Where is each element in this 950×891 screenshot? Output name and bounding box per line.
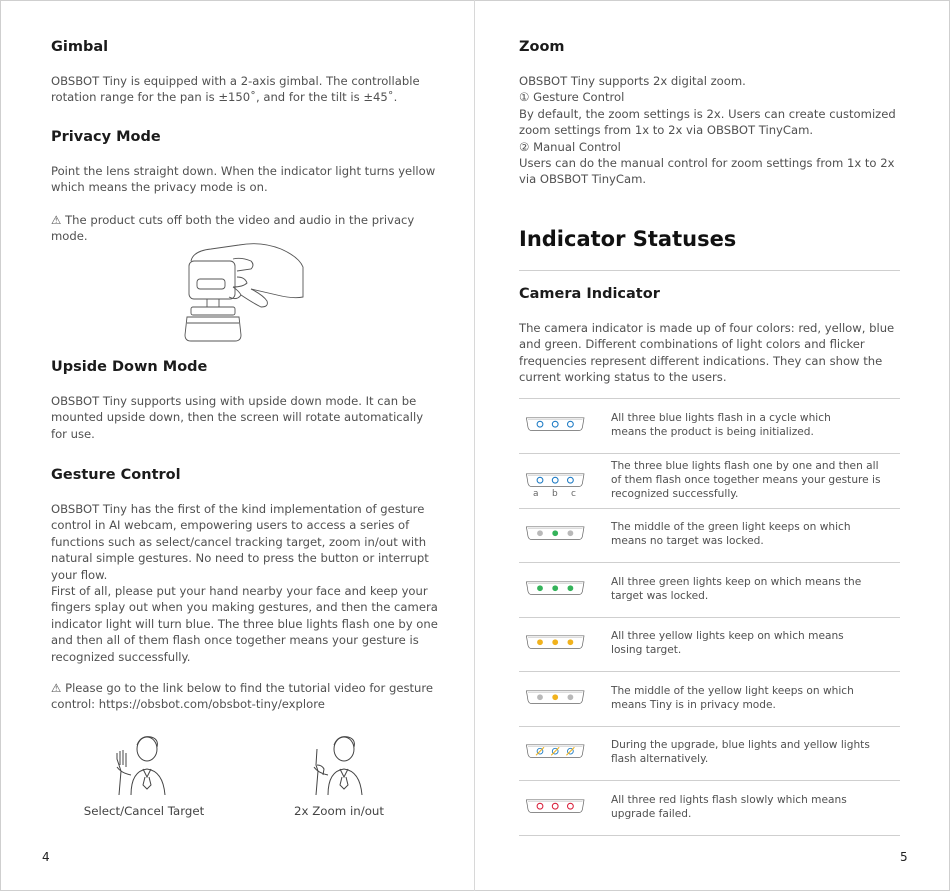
text-line: Point the lens straight down. When the indicator light turns yellow	[51, 164, 436, 178]
light-label-b: b	[552, 489, 558, 499]
caption-select-cancel: Select/Cancel Target	[83, 804, 205, 818]
text-line: and green. Different combinations of light colors and flicker	[519, 337, 865, 352]
indicator-light-yellow	[552, 639, 558, 645]
text-line: frequencies represent different indications. They can show the	[519, 353, 883, 368]
text-line: control in AI webcam, empowering users to access a series of	[51, 518, 410, 533]
indicator-light-yellow	[552, 694, 558, 700]
indicator-row	[519, 780, 900, 835]
text-line: losing target.	[611, 644, 682, 657]
text-line: OBSBOT Tiny supports using with upside down mode. It can be	[51, 394, 417, 408]
camera-light-bar	[519, 417, 593, 433]
warning-icon: ⚠	[51, 681, 62, 695]
text-line: your flow.	[51, 567, 108, 582]
privacy-body	[51, 163, 435, 196]
page-number-right: 5	[900, 850, 908, 864]
text-line: The camera indicator is made up of four colors: red, yellow, blue	[519, 321, 895, 335]
text-line: functions such as select/cancel tracking target, zoom in/out with	[51, 534, 427, 549]
text-line: for use.	[51, 426, 95, 441]
gesture-body	[51, 501, 438, 665]
indicator-description	[611, 459, 881, 502]
camera-light-bar	[519, 473, 593, 489]
text-line: recognized successfully.	[611, 488, 739, 501]
text-line: OBSBOT Tiny has the first of the kind implementation of gesture	[51, 502, 425, 516]
row-divider	[519, 835, 900, 836]
indicator-light-green	[537, 585, 543, 591]
text-line	[51, 680, 433, 696]
camera-indicator-intro	[519, 320, 894, 386]
indicator-row	[519, 725, 900, 780]
caption-zoom: 2x Zoom in/out	[293, 804, 385, 818]
indicator-light-blue-ring	[568, 421, 574, 427]
text-line: recognized successfully.	[51, 649, 191, 664]
indicator-description	[611, 793, 881, 822]
text-line: mounted upside down, then the screen will rotate automatically	[51, 410, 424, 425]
light-label-a: a	[533, 489, 539, 499]
camera-light-bar	[519, 581, 593, 597]
indicator-description	[611, 411, 881, 440]
indicator-light-blue-ring	[568, 477, 574, 483]
text-line: OBSBOT Tiny is equipped with a 2-axis gimbal. The controllable	[51, 74, 420, 88]
text-line: indicator light will turn blue. The three blue lights flash one by one	[51, 616, 438, 631]
indicator-light-blue-ring	[537, 421, 543, 427]
gesture-heading: Gesture Control	[51, 467, 181, 483]
indicator-light-green	[568, 585, 574, 591]
text-line: The three blue lights flash one by one and then all	[611, 459, 879, 472]
text-line	[51, 212, 414, 228]
zoom-heading: Zoom	[519, 39, 565, 55]
warning-text: The product cuts off both the video and audio in the privacy	[61, 213, 415, 227]
text-line: fingers splay out when you making gestures, and then the camera	[51, 600, 438, 615]
camera-indicator-heading: Camera Indicator	[519, 286, 660, 302]
indicator-row	[519, 453, 900, 508]
indicator-row	[519, 562, 900, 617]
indicator-description	[611, 629, 881, 658]
text-line: via OBSBOT TinyCam.	[519, 172, 647, 187]
camera-light-bar	[519, 690, 593, 706]
indicator-light-yellow	[537, 639, 543, 645]
text-line: OBSBOT Tiny supports 2x digital zoom.	[519, 74, 746, 88]
text-line: Users can do the manual control for zoom settings from 1x to 2x	[519, 156, 895, 171]
text-line: rotation range for the pan is ±150˚, and for the tilt is ±45˚.	[51, 90, 398, 105]
upside-down-heading: Upside Down Mode	[51, 359, 208, 375]
text-line: mode.	[51, 229, 88, 244]
indicator-row	[519, 671, 900, 726]
text-line: All three blue lights flash in a cycle which	[611, 411, 831, 424]
text-line: All three yellow lights keep on which means	[611, 629, 844, 642]
text-line: target was locked.	[611, 590, 709, 603]
indicator-light-red-ring	[537, 803, 543, 809]
light-label-c: c	[571, 489, 576, 499]
camera-light-bar	[519, 744, 593, 760]
text-line: All three green lights keep on which means the	[611, 575, 862, 588]
indicator-light-yellow	[568, 639, 574, 645]
camera-light-bar	[519, 799, 593, 815]
indicator-light-gray	[537, 694, 543, 700]
text-line: and then all of them flash once together means your gesture is	[51, 633, 419, 648]
indicator-light-gray	[568, 694, 574, 700]
page-number-left: 4	[42, 850, 50, 864]
indicator-light-gray	[568, 530, 574, 536]
indicator-description	[611, 575, 881, 604]
gesture-warning	[51, 680, 433, 713]
indicator-light-green	[552, 530, 558, 536]
indicator-row	[519, 398, 900, 453]
text-line: which means the privacy mode is on.	[51, 180, 268, 195]
text-line: The middle of the green light keeps on which	[611, 520, 851, 533]
text-line: ① Gesture Control	[519, 90, 625, 105]
indicator-description	[611, 738, 881, 767]
zoom-body	[519, 73, 896, 188]
indicator-row	[519, 507, 900, 562]
indicator-light-blue-ring	[537, 477, 543, 483]
zoom-gesture-illustration	[306, 731, 372, 797]
privacy-mode-illustration	[181, 237, 311, 345]
text-line: of them flash once together means your gesture is	[611, 474, 881, 487]
tutorial-link: control: https://obsbot.com/obsbot-tiny/explore	[51, 697, 325, 712]
gimbal-body	[51, 73, 420, 106]
indicator-description	[611, 520, 881, 549]
text-line: upgrade failed.	[611, 808, 692, 821]
indicator-light-blue-ring	[552, 421, 558, 427]
indicator-light-green	[552, 585, 558, 591]
camera-light-bar	[519, 635, 593, 651]
text-line: current working status to the users.	[519, 370, 727, 385]
indicator-light-blue-ring	[552, 477, 558, 483]
privacy-heading: Privacy Mode	[51, 129, 161, 145]
warning-icon: ⚠	[51, 213, 62, 227]
indicator-light-gray	[537, 530, 543, 536]
warning-text: Please go to the link below to find the tutorial video for gesture	[61, 681, 434, 695]
indicator-description	[611, 684, 881, 713]
text-line: means Tiny is in privacy mode.	[611, 699, 776, 712]
text-line: First of all, please put your hand nearby your face and keep your	[51, 584, 428, 599]
text-line: means the product is being initialized.	[611, 426, 814, 439]
camera-light-bar	[519, 526, 593, 542]
indicator-row	[519, 616, 900, 671]
text-line: The middle of the yellow light keeps on which	[611, 684, 854, 697]
text-line: All three red lights flash slowly which means	[611, 793, 847, 806]
gimbal-heading: Gimbal	[51, 39, 109, 55]
text-line: ② Manual Control	[519, 139, 621, 154]
text-line: zoom settings from 1x to 2x via OBSBOT TinyCam.	[519, 123, 814, 138]
indicator-light-red-ring	[552, 803, 558, 809]
indicator-light-red-ring	[568, 803, 574, 809]
upside-down-body	[51, 393, 423, 442]
text-line: natural simple gestures. No need to press the button or interrupt	[51, 551, 429, 566]
text-line: flash alternatively.	[611, 753, 709, 766]
text-line: During the upgrade, blue lights and yellow lights	[611, 738, 870, 751]
text-line: means no target was locked.	[611, 535, 764, 548]
page-gutter	[474, 0, 475, 891]
indicator-statuses-title: Indicator Statuses	[519, 227, 737, 251]
title-divider	[519, 270, 900, 271]
text-line: By default, the zoom settings is 2x. Users can create customized	[519, 106, 896, 121]
select-cancel-gesture-illustration	[111, 731, 177, 797]
